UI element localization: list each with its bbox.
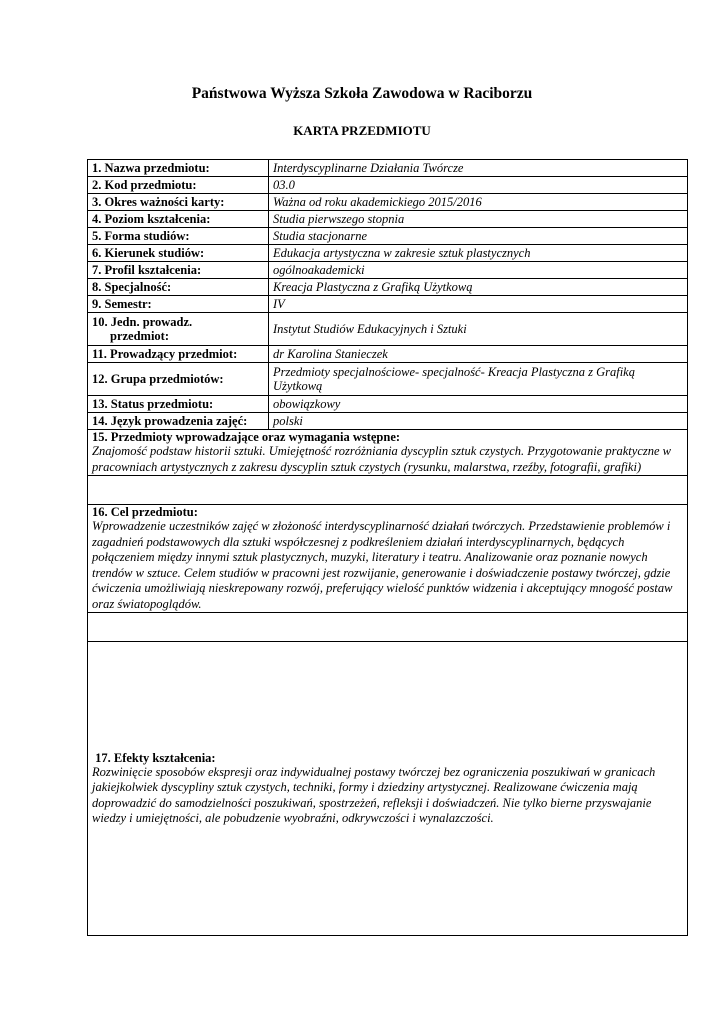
field-label: 7. Profil kształcenia: [88,262,269,279]
empty-cell [88,613,688,642]
field-value: 03.0 [269,177,688,194]
table-row [88,413,688,430]
table-row [88,313,688,346]
spacer-row [88,476,688,505]
spacer-row [88,613,688,642]
field-label: 13. Status przedmiotu: [88,396,269,413]
field-label: 8. Specjalność: [88,279,269,296]
table-row [88,177,688,194]
field-label: 14. Język prowadzenia zajęć: [88,413,269,430]
field-value: Interdyscyplinarne Działania Twórcze [269,160,688,177]
section-text: Znajomość podstaw historii sztuki. Umiejętność rozróżniania dyscyplin sztuk czystych. Przygotowanie praktyczne w pracowniach artystycznych z zakresu dyscyplin sztuk czystych (rysunku, malarstwa, rzeźby, fotografii, grafiki) [92,444,672,474]
field-value: Studia stacjonarne [269,228,688,245]
table-row [88,262,688,279]
field-value: polski [269,413,688,430]
field-label: 2. Kod przedmiotu: [88,177,269,194]
field-label-line1: 10. Jedn. prowadz. [92,315,193,329]
field-value: Ważna od roku akademickiego 2015/2016 [269,194,688,211]
field-label: 5. Forma studiów: [88,228,269,245]
field-label: 1. Nazwa przedmiotu: [88,160,269,177]
section-15-row [88,430,688,476]
field-value: dr Karolina Stanieczek [269,346,688,363]
table-row [88,228,688,245]
table-row [88,245,688,262]
table-row [88,363,688,396]
table-row [88,296,688,313]
table-row [88,346,688,363]
field-label: 6. Kierunek studiów: [88,245,269,262]
table-row [88,211,688,228]
field-label-line2: przedmiot: [110,329,170,343]
section-title: 17. Efekty kształcenia: [92,750,216,765]
field-value: Instytut Studiów Edukacyjnych i Sztuki [269,313,688,346]
section-17-row [88,642,688,936]
field-label: 11. Prowadzący przedmiot: [88,346,269,363]
field-value: Przedmioty specjalnościowe- specjalność- Kreacja Plastyczna z Grafiką Użytkową [269,363,688,396]
field-value: Kreacja Plastyczna z Grafiką Użytkową [269,279,688,296]
section-15 [88,430,688,476]
field-label: 12. Grupa przedmiotów: [88,363,269,396]
field-value: obowiązkowy [269,396,688,413]
table-row [88,396,688,413]
field-value: ogólnoakademicki [269,262,688,279]
section-16 [88,505,688,613]
section-16-row [88,505,688,613]
institution-title: Państwowa Wyższa Szkoła Zawodowa w Raciborzu [191,85,533,102]
section-17 [88,642,688,936]
table-row [88,194,688,211]
empty-cell [88,476,688,505]
card-title: KARTA PRZEDMIOTU [293,123,431,138]
section-title: 15. Przedmioty wprowadzające oraz wymagania wstępne: [92,430,401,444]
field-value: Edukacja artystyczna w zakresie sztuk plastycznych [269,245,688,262]
table-row [88,279,688,296]
section-title: 16. Cel przedmiotu: [92,505,198,519]
section-text: Rozwinięcie sposobów ekspresji oraz indywidualnej postawy twórczej bez ograniczenia poszukiwań w granicach jakiejkolwiek dyscypliny sztuk czystych, techniki, formy i dziedziny artystycznej. Realizowane ćwiczenia mają doprowadzić do samodzielności poszukiwań, spostrzeżeń, refleksji i doświadczeń. Nie tylko bierne przyswajanie wiedzy i umiejętności, ale pobudzenie wyobraźni, odkrywczości i wynalazczości. [92,764,656,825]
field-value: Studia pierwszego stopnia [269,211,688,228]
field-label [88,313,269,346]
table-row [88,160,688,177]
field-label: 3. Okres ważności karty: [88,194,269,211]
section-text: Wprowadzenie uczestników zajęć w złożoność interdyscyplinarność działań twórczych. Przedstawienie problemów i zagadnień podstawowych dla sztuki współczesnej z podkreśleniem działań interdyscyplinarnych, będących połączeniem między innymi sztuk plastycznych, muzyki, literatury i teatru. Analizowanie oraz poznanie nowych trendów w sztuce. Celem studiów w pracowni jest rozwijanie, generowanie i doświadczenie postawy twórczej, gdzie ćwiczenia umożliwiają nieskrepowany rozwój, preferujący wielość punktów widzenia i akceptujący mnogość postaw oraz światopoglądów. [92,519,673,611]
field-label: 9. Semestr: [88,296,269,313]
course-card-table [87,159,688,936]
field-value: IV [269,296,688,313]
field-label: 4. Poziom kształcenia: [88,211,269,228]
